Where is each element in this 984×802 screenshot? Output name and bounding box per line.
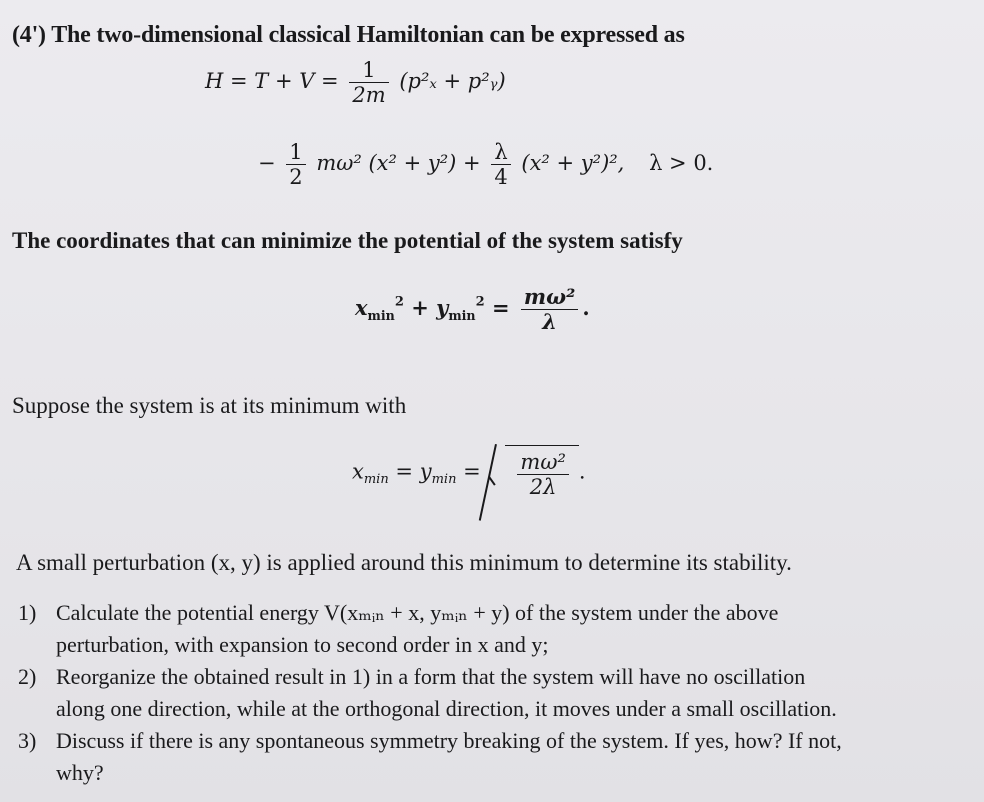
xy-fraction (517, 450, 568, 499)
item-1-line-1: Calculate the potential energy V(xₘᵢₙ + x, yₘᵢₙ + y) of the system under the above (56, 600, 779, 625)
xy-x: x (352, 459, 364, 484)
potential-term-2: (x² + y²)², (521, 151, 625, 176)
item-1-line-2: perturbation, with expansion to second order in x and y; (56, 632, 549, 657)
hamiltonian-frac-den: 2m (352, 83, 386, 108)
potential-fraction-2 (491, 140, 510, 189)
min-frac-den: λ (542, 309, 557, 335)
min-frac-num: mω² (521, 285, 578, 310)
xy-y: y (419, 459, 432, 484)
potential-frac1-num: 1 (286, 140, 305, 165)
potential-frac2-num: λ (491, 140, 510, 165)
hamiltonian-rhs: (p²ₓ + p²ᵧ) (399, 69, 506, 94)
perturbation-sentence: A small perturbation (x, y) is applied around this minimum to determine its stability. (16, 550, 792, 575)
xy-frac-num: mω² (517, 450, 568, 475)
min-plus: + (411, 295, 429, 321)
potential-condition: λ > 0. (649, 151, 714, 176)
min-equals: = (491, 295, 510, 321)
hamiltonian-fraction (349, 58, 388, 107)
item-3-line-1: Discuss if there is any spontaneous symmetry breaking of the system. If yes, how? If not, (56, 728, 842, 753)
min-y: y (436, 295, 449, 321)
potential-lead: − (258, 151, 276, 176)
item-3-number: 3) (18, 728, 37, 753)
item-1-number: 1) (18, 600, 37, 625)
question-heading: (4') The two-dimensional classical Hamiltonian can be expressed as (12, 22, 685, 48)
xy-frac-den: 2λ (529, 475, 557, 500)
xy-min-equation (352, 445, 586, 501)
potential-frac2-den: 4 (494, 165, 508, 190)
xy-equals: = (456, 459, 488, 484)
item-3-line-2: why? (56, 760, 104, 785)
hamiltonian-lhs: H = T + V = (205, 69, 339, 94)
hamiltonian-equation (205, 58, 506, 107)
xy-end: . (578, 459, 586, 484)
xy-mid: = (388, 459, 420, 484)
potential-fraction-1 (286, 140, 305, 189)
min-x-sub: min (367, 308, 395, 324)
square-root (505, 445, 578, 501)
potential-equation (258, 140, 713, 189)
min-x: x (355, 295, 368, 321)
minimum-condition-equation: $x_{min}^2 + y_{min}^2$ = $\frac{\text{mω²}}{\lambda}$ . (355, 284, 590, 335)
item-2-line-2: along one direction, while at the orthogonal direction, it moves under a small oscillation. (56, 696, 837, 721)
min-y-sub: min (448, 308, 476, 324)
xy-x-sub: min (363, 472, 389, 488)
min-end: . (582, 295, 590, 321)
minimize-sentence: The coordinates that can minimize the potential of the system satisfy (12, 228, 683, 253)
min-fraction (521, 285, 578, 334)
potential-frac1-den: 2 (289, 165, 303, 190)
item-2-line-1: Reorganize the obtained result in 1) in a form that the system will have no oscillation (56, 664, 806, 689)
hamiltonian-frac-num: 1 (349, 58, 388, 83)
xy-y-sub: min (431, 472, 457, 488)
item-2-number: 2) (18, 664, 37, 689)
potential-term-1: mω² (x² + y²) + (316, 151, 481, 176)
suppose-sentence: Suppose the system is at its minimum with (12, 393, 407, 418)
